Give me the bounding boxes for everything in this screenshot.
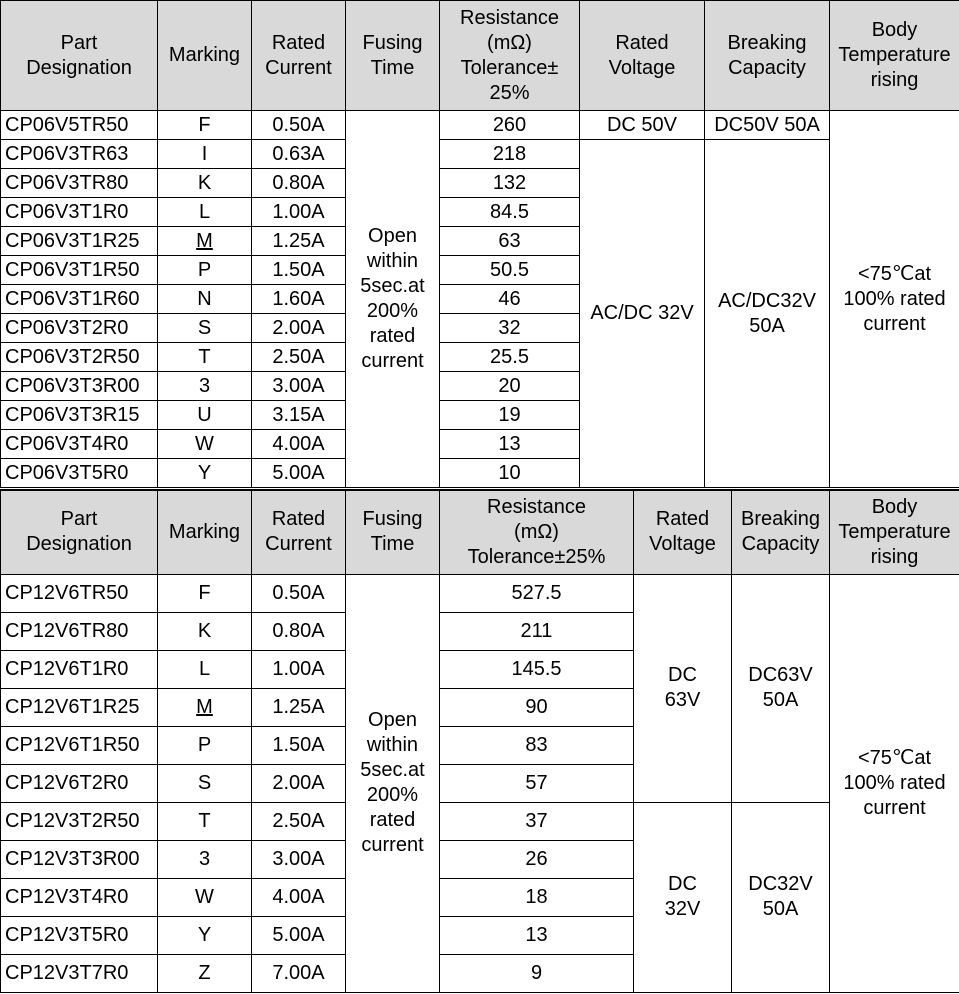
resistance: 37 [440, 802, 634, 840]
rated-voltage: DC 32V [634, 802, 732, 992]
header-part-designation: Part Designation [1, 490, 158, 574]
resistance: 32 [440, 314, 580, 343]
resistance: 90 [440, 688, 634, 726]
part-designation: CP06V3TR80 [1, 169, 158, 198]
marking: I [158, 140, 252, 169]
resistance: 26 [440, 840, 634, 878]
header-rated-current: Rated Current [252, 490, 346, 574]
part-designation: CP12V3T5R0 [1, 916, 158, 954]
rated-current: 0.80A [252, 612, 346, 650]
part-designation: CP06V3T2R0 [1, 314, 158, 343]
rated-current: 3.15A [252, 401, 346, 430]
marking: K [158, 612, 252, 650]
table-row [1, 574, 959, 612]
part-designation: CP12V3T4R0 [1, 878, 158, 916]
part-designation: CP06V3TR63 [1, 140, 158, 169]
header-rated-voltage: Rated Voltage [580, 1, 705, 111]
rated-current: 1.60A [252, 285, 346, 314]
fusing-time: Open within 5sec.at 200% rated current [346, 574, 440, 992]
part-designation: CP06V3T2R50 [1, 343, 158, 372]
header-resistance: Resistance (mΩ) Tolerance± 25% [440, 1, 580, 111]
part-designation: CP12V6TR80 [1, 612, 158, 650]
header-rated-current: Rated Current [252, 1, 346, 111]
marking: W [158, 878, 252, 916]
rated-voltage: DC 63V [634, 574, 732, 802]
marking: L [158, 650, 252, 688]
marking: F [158, 574, 252, 612]
rated-current: 2.00A [252, 314, 346, 343]
header-part-designation: Part Designation [1, 1, 158, 111]
rated-current: 5.00A [252, 459, 346, 488]
marking: T [158, 802, 252, 840]
table-row [1, 140, 959, 169]
header-marking: Marking [158, 490, 252, 574]
part-designation: CP12V3T2R50 [1, 802, 158, 840]
rated-current: 2.00A [252, 764, 346, 802]
marking: S [158, 314, 252, 343]
part-designation: CP12V3T3R00 [1, 840, 158, 878]
resistance: 10 [440, 459, 580, 488]
part-designation: CP06V5TR50 [1, 111, 158, 140]
part-designation: CP12V6T2R0 [1, 764, 158, 802]
resistance: 13 [440, 916, 634, 954]
header-rated-voltage: Rated Voltage [634, 490, 732, 574]
marking: U [158, 401, 252, 430]
rated-current: 3.00A [252, 840, 346, 878]
table-header-row [1, 1, 959, 111]
part-designation: CP06V3T1R0 [1, 198, 158, 227]
part-designation: CP06V3T1R25 [1, 227, 158, 256]
marking: K [158, 169, 252, 198]
resistance: 9 [440, 954, 634, 992]
rated-current: 1.25A [252, 227, 346, 256]
resistance: 25.5 [440, 343, 580, 372]
part-designation: CP12V6T1R50 [1, 726, 158, 764]
marking: M [158, 227, 252, 256]
resistance: 218 [440, 140, 580, 169]
resistance: 145.5 [440, 650, 634, 688]
rated-current: 4.00A [252, 430, 346, 459]
part-designation: CP12V3T7R0 [1, 954, 158, 992]
marking: Y [158, 459, 252, 488]
marking: Y [158, 916, 252, 954]
table-row [1, 111, 959, 140]
rated-current: 0.50A [252, 111, 346, 140]
rated-current: 1.00A [252, 650, 346, 688]
marking: Z [158, 954, 252, 992]
body-temperature: <75℃at 100% rated current [830, 111, 959, 488]
fuse-spec-table-12 [0, 489, 959, 993]
marking: L [158, 198, 252, 227]
marking: T [158, 343, 252, 372]
resistance: 57 [440, 764, 634, 802]
breaking-capacity: DC63V 50A [732, 574, 830, 802]
marking: F [158, 111, 252, 140]
marking: M [158, 688, 252, 726]
rated-current: 0.80A [252, 169, 346, 198]
rated-current: 4.00A [252, 878, 346, 916]
marking: 3 [158, 372, 252, 401]
resistance: 13 [440, 430, 580, 459]
fusing-time: Open within 5sec.at 200% rated current [346, 111, 440, 488]
resistance: 20 [440, 372, 580, 401]
header-breaking-capacity: Breaking Capacity [705, 1, 830, 111]
header-body-temperature: Body Temperature rising [830, 1, 959, 111]
rated-current: 5.00A [252, 916, 346, 954]
part-designation: CP12V6T1R25 [1, 688, 158, 726]
body-temperature: <75℃at 100% rated current [830, 574, 959, 992]
resistance: 527.5 [440, 574, 634, 612]
breaking-capacity: DC32V 50A [732, 802, 830, 992]
marking: W [158, 430, 252, 459]
part-designation: CP12V6T1R0 [1, 650, 158, 688]
header-fusing-time: Fusing Time [346, 1, 440, 111]
breaking-capacity: DC50V 50A [705, 111, 830, 140]
marking: P [158, 726, 252, 764]
breaking-capacity: AC/DC32V 50A [705, 140, 830, 488]
part-designation: CP06V3T3R00 [1, 372, 158, 401]
marking: N [158, 285, 252, 314]
part-designation: CP06V3T4R0 [1, 430, 158, 459]
rated-current: 0.63A [252, 140, 346, 169]
header-fusing-time: Fusing Time [346, 490, 440, 574]
rated-current: 1.50A [252, 726, 346, 764]
rated-current: 7.00A [252, 954, 346, 992]
resistance: 211 [440, 612, 634, 650]
part-designation: CP06V3T3R15 [1, 401, 158, 430]
rated-current: 3.00A [252, 372, 346, 401]
table-row [1, 802, 959, 840]
resistance: 50.5 [440, 256, 580, 285]
rated-voltage: DC 50V [580, 111, 705, 140]
rated-current: 0.50A [252, 574, 346, 612]
resistance: 46 [440, 285, 580, 314]
rated-current: 2.50A [252, 343, 346, 372]
resistance: 63 [440, 227, 580, 256]
header-resistance: Resistance (mΩ) Tolerance±25% [440, 490, 634, 574]
rated-current: 1.00A [252, 198, 346, 227]
fuse-spec-table-06 [0, 0, 959, 488]
marking: S [158, 764, 252, 802]
resistance: 18 [440, 878, 634, 916]
resistance: 83 [440, 726, 634, 764]
resistance: 260 [440, 111, 580, 140]
table-header-row [1, 490, 959, 574]
marking: 3 [158, 840, 252, 878]
rated-current: 2.50A [252, 802, 346, 840]
part-designation: CP06V3T1R60 [1, 285, 158, 314]
part-designation: CP12V6TR50 [1, 574, 158, 612]
rated-current: 1.50A [252, 256, 346, 285]
part-designation: CP06V3T1R50 [1, 256, 158, 285]
part-designation: CP06V3T5R0 [1, 459, 158, 488]
resistance: 84.5 [440, 198, 580, 227]
header-breaking-capacity: Breaking Capacity [732, 490, 830, 574]
marking: P [158, 256, 252, 285]
resistance: 132 [440, 169, 580, 198]
header-marking: Marking [158, 1, 252, 111]
rated-voltage: AC/DC 32V [580, 140, 705, 488]
resistance: 19 [440, 401, 580, 430]
rated-current: 1.25A [252, 688, 346, 726]
header-body-temperature: Body Temperature rising [830, 490, 959, 574]
